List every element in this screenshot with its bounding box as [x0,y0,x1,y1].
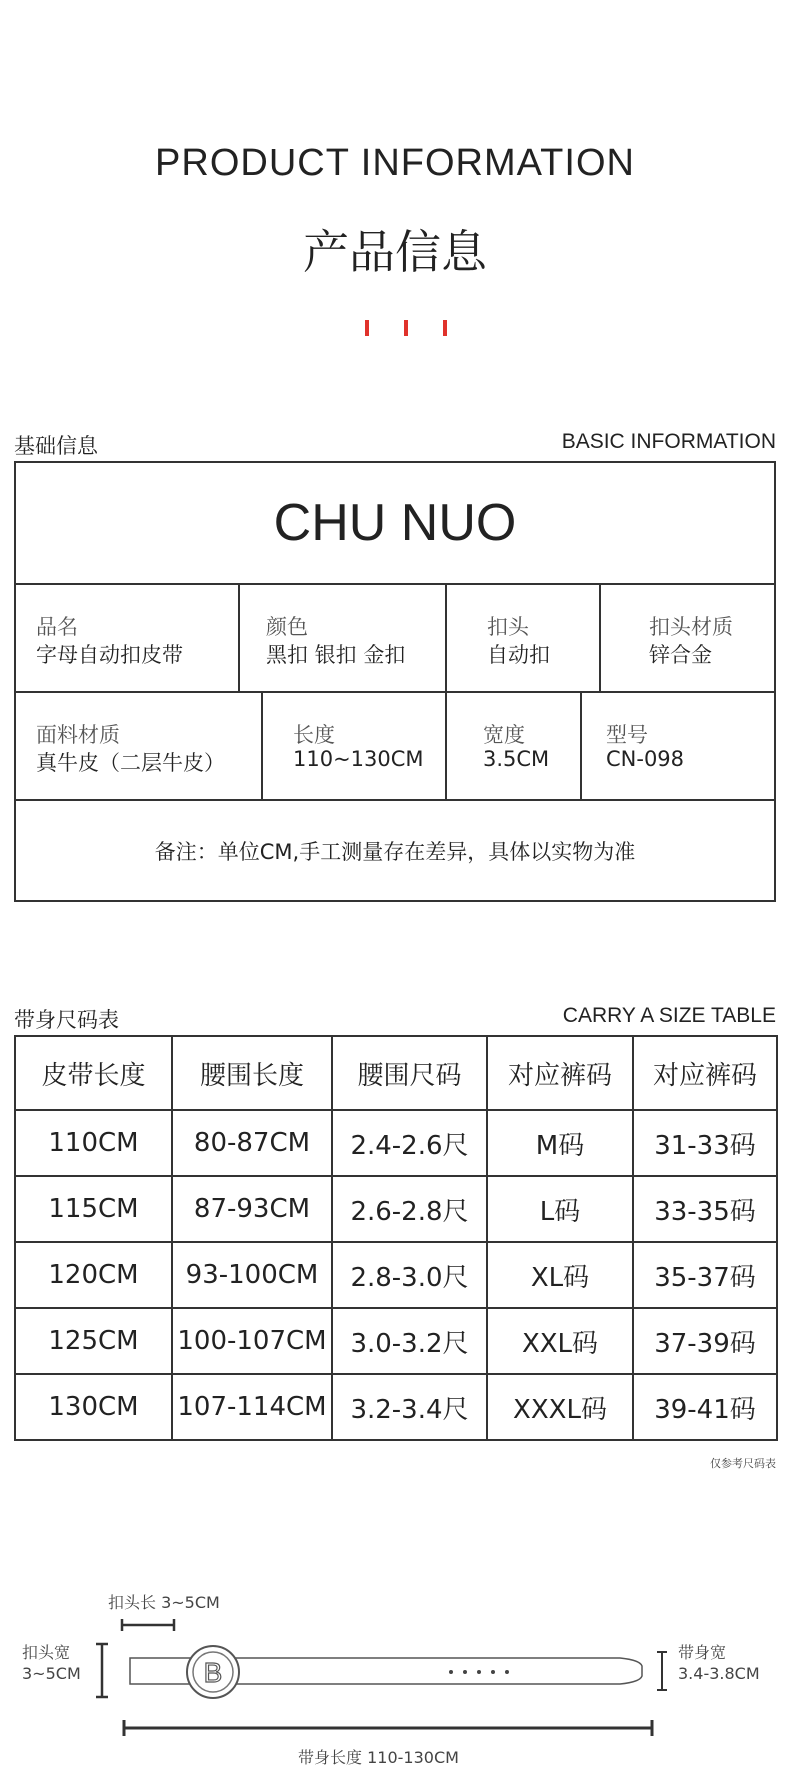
title-cn: 产品信息 [303,225,487,279]
accent-dash [404,320,408,336]
info-cell-name [16,585,240,691]
info-label: 长度 [293,723,335,747]
table-cell: M码 [487,1110,633,1176]
basic-info-row-2 [14,693,776,801]
info-label: 扣头 [487,615,529,639]
info-value: 110~130CM [293,747,424,771]
info-value: CN-098 [606,747,685,771]
basic-note: 备注：单位CM,手工测量存在差异，具体以实物为准 [14,801,776,902]
info-label: 型号 [606,723,648,747]
buckle-letter: B [203,1657,223,1688]
basic-info-row-1 [14,585,776,693]
table-row [15,1308,777,1374]
buckle-icon [187,1646,239,1698]
info-cell-buckle [447,585,601,691]
strap-width-label: 带身宽 [678,1643,727,1662]
table-cell: 120CM [15,1242,172,1308]
table-cell: 80-87CM [172,1110,332,1176]
title-en: PRODUCT INFORMATION [155,142,635,184]
table-header-cell: 皮带长度 [15,1036,172,1110]
info-label: 宽度 [483,723,525,747]
info-value: 黑扣 银扣 金扣 [266,643,406,667]
table-cell: XXL码 [487,1308,633,1374]
buckle-length-dimension [122,1619,174,1631]
table-cell: 87-93CM [172,1176,332,1242]
info-cell-material [16,693,263,799]
accent-dash [443,320,447,336]
table-header-row [15,1036,777,1110]
strap-width-value: 3.4-3.8CM [678,1664,760,1683]
brand-name: CHU NUO [14,461,776,585]
info-cell-model [582,693,774,799]
table-header-cell: 对应裤码 [487,1036,633,1110]
info-value: 自动扣 [487,643,550,667]
table-cell: XL码 [487,1242,633,1308]
table-cell: 31-33码 [633,1110,777,1176]
table-header-cell: 腰围长度 [172,1036,332,1110]
info-value: 锌合金 [649,643,712,667]
info-cell-width [447,693,582,799]
strap-width-dimension [657,1652,667,1690]
table-cell: XXXL码 [487,1374,633,1440]
size-section-title-en: CARRY A SIZE TABLE [562,1004,776,1027]
info-label: 品名 [36,615,78,639]
table-row [15,1374,777,1440]
table-cell: 2.6-2.8尺 [332,1176,487,1242]
info-label: 面料材质 [36,723,120,747]
table-row [15,1110,777,1176]
info-value: 3.5CM [483,747,550,771]
table-cell: 35-37码 [633,1242,777,1308]
table-cell: 3.2-3.4尺 [332,1374,487,1440]
strap-length-label: 带身长度 110-130CM [298,1748,459,1767]
buckle-width-dimension [96,1644,108,1697]
table-cell: 37-39码 [633,1308,777,1374]
basic-section-title-en: BASIC INFORMATION [561,430,776,453]
table-cell: 110CM [15,1110,172,1176]
info-cell-color [240,585,447,691]
table-cell: 115CM [15,1176,172,1242]
table-header-cell: 腰围尺码 [332,1036,487,1110]
basic-section-title-cn: 基础信息 [14,434,98,458]
table-cell: 130CM [15,1374,172,1440]
size-section-title-cn: 带身尺码表 [14,1008,119,1032]
table-cell: 33-35码 [633,1176,777,1242]
table-cell: 2.8-3.0尺 [332,1242,487,1308]
buckle-length-label: 扣头长 3~5CM [108,1593,220,1612]
table-row [15,1242,777,1308]
table-cell: 100-107CM [172,1308,332,1374]
size-table-footnote: 仅参考尺码表 [710,1457,776,1470]
table-cell: 107-114CM [172,1374,332,1440]
table-cell: 39-41码 [633,1374,777,1440]
info-label: 颜色 [266,615,308,639]
info-value: 字母自动扣皮带 [36,643,183,667]
buckle-width-label: 扣头宽 [22,1643,71,1662]
accent-dash [365,320,369,336]
table-row [15,1176,777,1242]
info-value: 真牛皮（二层牛皮） [36,751,225,775]
table-header-cell: 对应裤码 [633,1036,777,1110]
info-label: 扣头材质 [649,615,733,639]
info-cell-length [263,693,447,799]
table-cell: L码 [487,1176,633,1242]
table-cell: 3.0-3.2尺 [332,1308,487,1374]
buckle-width-value: 3~5CM [22,1664,81,1683]
info-cell-buckle-material [601,585,774,691]
table-cell: 125CM [15,1308,172,1374]
belt-diagram [0,1600,790,1750]
size-table [14,1035,778,1441]
strap-length-dimension [124,1720,652,1736]
table-cell: 2.4-2.6尺 [332,1110,487,1176]
table-cell: 93-100CM [172,1242,332,1308]
